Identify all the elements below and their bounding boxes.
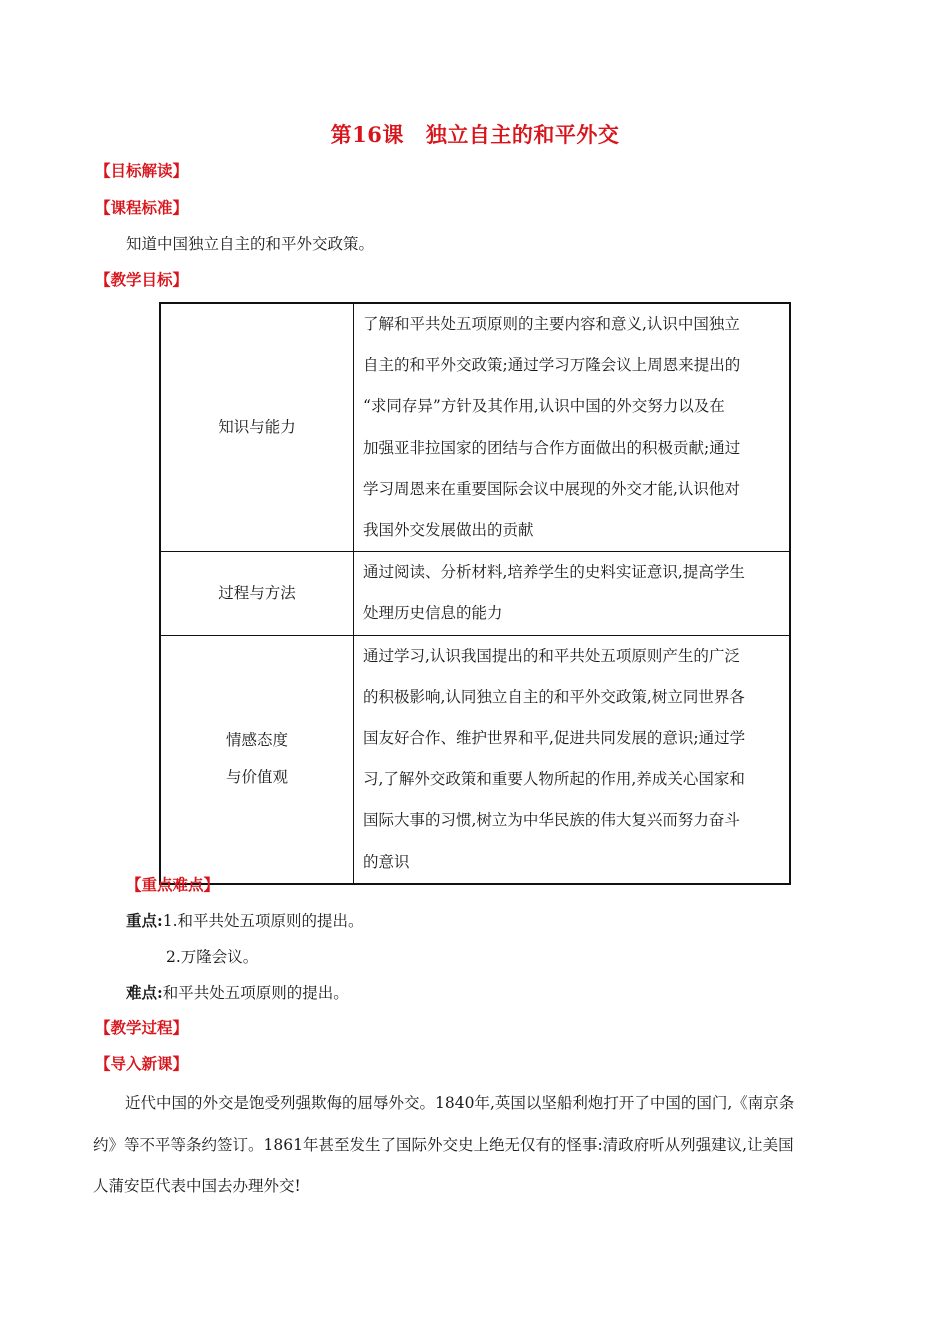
goal-text-line: 加强亚非拉国家的团结与合作方面做出的积极贡献;通过	[363, 438, 741, 457]
goal-label-line: 知识与能力	[218, 418, 296, 437]
goal-text-line: 处理历史信息的能力	[363, 604, 503, 623]
key-item-text: 1.和平共处五项原则的提出。	[162, 912, 364, 930]
key-point-1	[126, 911, 364, 931]
intro-line: 约》等不平等条约签订。1861年甚至发生了国际外交史上绝无仅有的怪事:清政府听从列强建议,让美国	[93, 1135, 794, 1154]
goal-text-line: “求同存异”方针及其作用,认识中国的外交努力以及在	[363, 397, 725, 416]
intro-line: 近代中国的外交是饱受列强欺侮的屈辱外交。1840年,英国以坚船利炮打开了中国的国门,《南京条	[125, 1094, 795, 1112]
goal-text-line: 自主的和平外交政策;通过学习万隆会议上周恩来提出的	[363, 356, 741, 375]
section-teaching-goals: 【教学目标】	[95, 270, 189, 289]
section-new-lesson-intro: 【导入新课】	[95, 1054, 189, 1073]
goal-description	[354, 303, 791, 552]
goal-description	[354, 635, 791, 884]
goal-text-line: 的意识	[363, 852, 410, 871]
goal-label	[160, 552, 354, 635]
table-row	[160, 635, 790, 884]
goal-text-line: 的积极影响,认同独立自主的和平外交政策,树立同世界各	[363, 687, 745, 706]
section-key-points: 【重点难点】	[126, 875, 220, 894]
section-teaching-process: 【教学过程】	[95, 1018, 189, 1037]
intro-paragraph	[93, 1083, 853, 1208]
goal-text-line: 习,了解外交政策和重要人物所起的作用,养成关心国家和	[363, 770, 745, 789]
lesson-title	[0, 119, 950, 149]
difficult-item-text: 和平共处五项原则的提出。	[162, 984, 349, 1002]
goal-text-line: 通过阅读、分析材料,培养学生的史料实证意识,提高学生	[363, 563, 745, 582]
goal-label-line: 与价值观	[225, 768, 288, 787]
difficult-point	[126, 983, 349, 1003]
goal-label	[160, 303, 354, 552]
goal-text-line: 通过学习,认识我国提出的和平共处五项原则产生的广泛	[363, 646, 740, 665]
table-row	[160, 303, 790, 552]
goal-text-line: 国友好合作、维护世界和平,促进共同发展的意识;通过学	[363, 729, 746, 748]
key-point-2: 2.万隆会议。	[166, 948, 259, 966]
goal-text-line: 学习周恩来在重要国际会议中展现的外交才能,认识他对	[363, 479, 740, 498]
section-goal-reading: 【目标解读】	[95, 161, 189, 180]
difficult-label: 难点:	[126, 983, 163, 1002]
key-label: 重点:	[126, 911, 163, 930]
curriculum-text: 知道中国独立自主的和平外交政策。	[126, 235, 375, 253]
goal-description	[354, 552, 791, 635]
section-curriculum-standard: 【课程标准】	[95, 198, 189, 217]
goal-label	[160, 635, 354, 884]
goal-text-line: 了解和平共处五项原则的主要内容和意义,认识中国独立	[363, 315, 740, 333]
goal-label-line: 过程与方法	[218, 583, 296, 602]
teaching-goals-table	[159, 302, 791, 885]
table-row	[160, 552, 790, 635]
lesson-name: 独立自主的和平外交	[425, 122, 620, 147]
lesson-number: 第16课	[330, 122, 404, 147]
goal-text-line: 国际大事的习惯,树立为中华民族的伟大复兴而努力奋斗	[363, 811, 740, 830]
goal-text-line: 我国外交发展做出的贡献	[363, 521, 534, 540]
goal-label-line: 情感态度	[225, 731, 288, 750]
intro-line: 人蒲安臣代表中国去办理外交!	[93, 1177, 301, 1195]
